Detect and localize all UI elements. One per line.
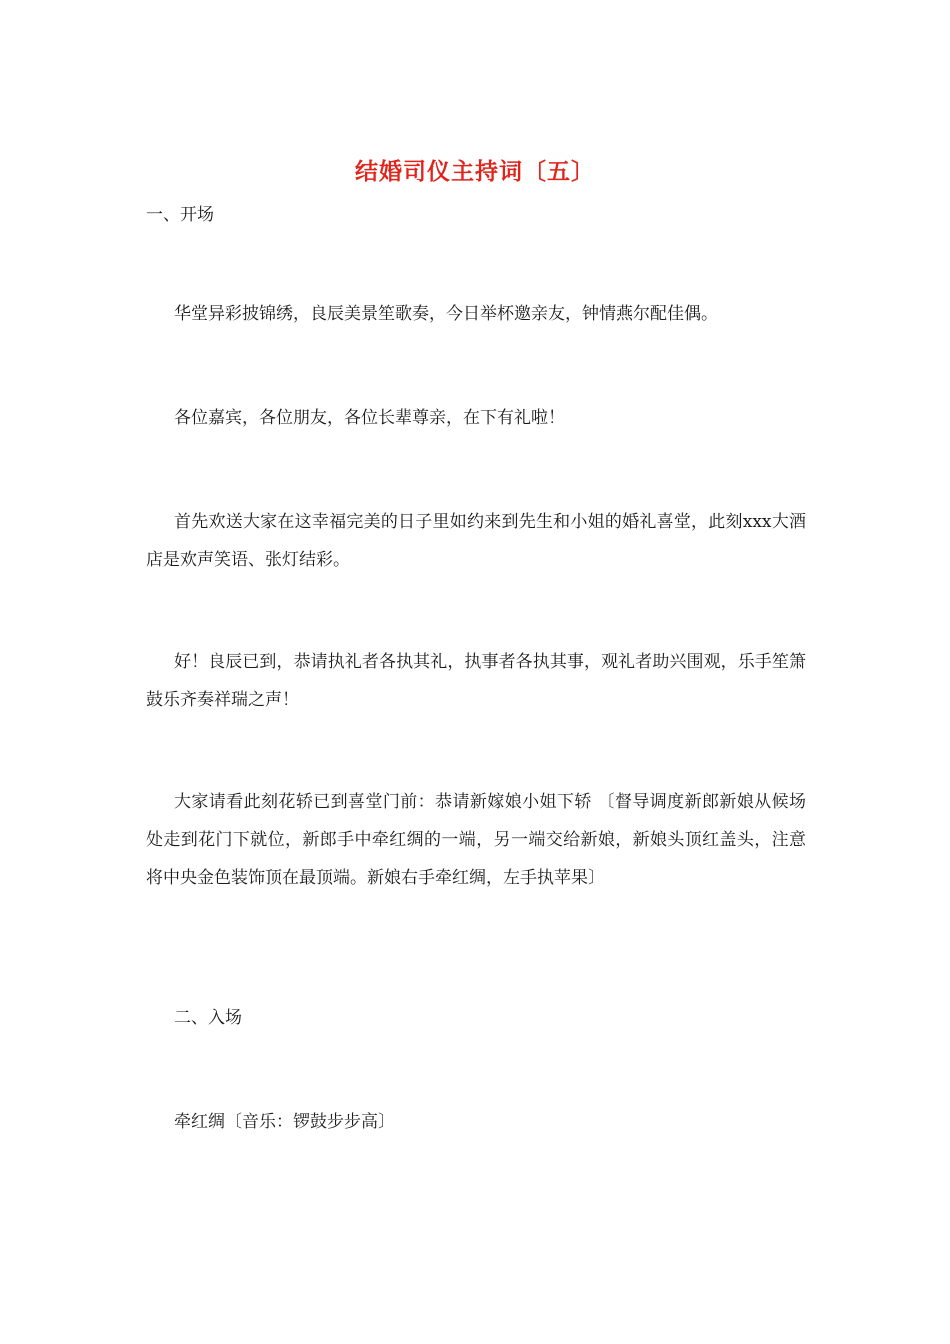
section-heading-entrance: 二、入场 xyxy=(174,1008,242,1028)
paragraph-3: 首先欢送大家在这幸福完美的日子里如约来到先生和小姐的婚礼喜堂，此刻xxx大酒店是欢声笑语、张灯结彩。 xyxy=(146,512,806,570)
paragraph-4: 好！良辰已到，恭请执礼者各执其礼，执事者各执其事，观礼者助兴围观，乐手笙箫鼓乐齐奏祥瑞之声！ xyxy=(146,652,806,710)
paragraph-5: 大家请看此刻花轿已到喜堂门前：恭请新嫁娘小姐下轿 〔督导调度新郎新娘从候场处走到花门下就位，新郎手中牵红绸的一端，另一端交给新娘，新娘头顶红盖头，注意将中央金色装饰顶在最顶端。新娘右手牵红绸，左手执苹果〕 xyxy=(146,792,806,888)
paragraph-2: 各位嘉宾，各位朋友，各位长辈尊亲，在下有礼啦！ xyxy=(174,408,565,428)
paragraph-entrance-1: 牵红绸〔音乐：锣鼓步步高〕 xyxy=(174,1112,395,1132)
document-title: 结婚司仪主持词〔五〕 xyxy=(355,159,595,185)
section-heading-opening: 一、开场 xyxy=(146,205,214,225)
paragraph-1: 华堂异彩披锦绣，良辰美景笙歌奏，今日举杯邀亲友，钟情燕尔配佳偶。 xyxy=(174,304,718,324)
